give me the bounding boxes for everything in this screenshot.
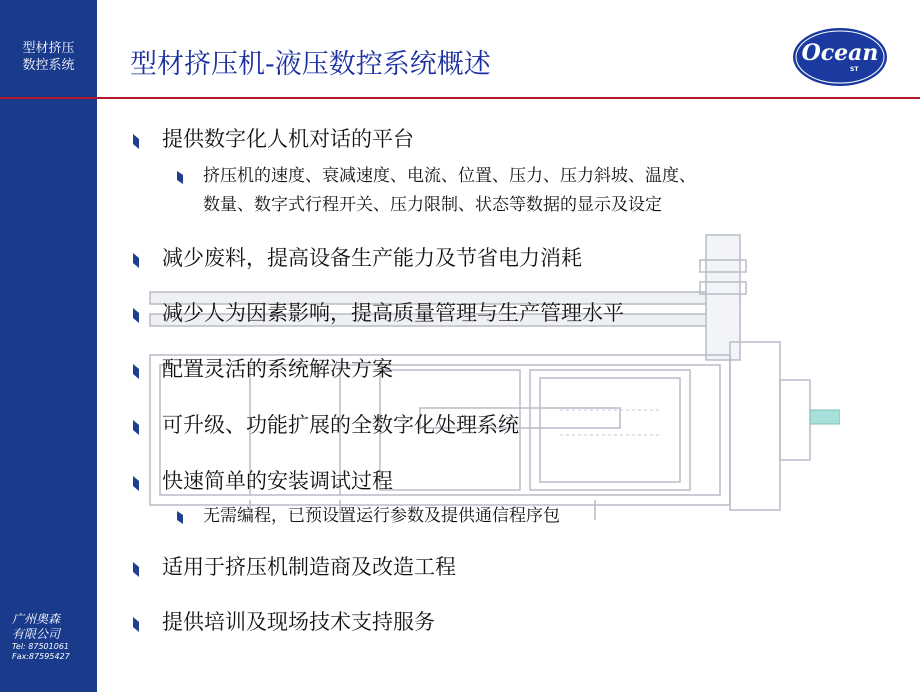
list-item: 无需编程，已预设置运行参数及提供通信程序包 (203, 506, 560, 526)
bullet-icon (132, 420, 140, 435)
bullet-icon (132, 364, 140, 379)
bullet-icon (132, 308, 140, 323)
list-item: 可升级、功能扩展的全数字化处理系统 (162, 413, 519, 437)
sidebar-label-line2: 数控系统 (22, 58, 75, 73)
list-item: 减少废料，提高设备生产能力及节省电力消耗 (162, 246, 582, 270)
sidebar (0, 0, 97, 692)
page-title: 型材挤压机-液压数控系统概述 (130, 49, 491, 80)
ocean-logo (792, 26, 888, 88)
bullet-icon (132, 134, 140, 149)
header-rule (0, 97, 920, 99)
list-item: 挤压机的速度、衰减速度、电流、位置、压力、压力斜坡、温度、 (203, 166, 696, 186)
sidebar-section-label (0, 40, 97, 74)
list-item: 提供数字化人机对话的平台 (162, 127, 414, 151)
logo-text: Ocean (801, 40, 879, 66)
bullet-icon (132, 617, 140, 632)
sidebar-label-line1: 型材挤压 (22, 41, 75, 56)
list-item: 适用于挤压机制造商及改造工程 (162, 555, 456, 579)
list-item: 快速简单的安装调试过程 (162, 469, 393, 493)
list-item: 减少人为因素影响，提高质量管理与生产管理水平 (162, 301, 624, 325)
bullet-icon (132, 476, 140, 491)
bullet-icon (176, 511, 184, 524)
bullet-icon (132, 562, 140, 577)
company-name-line2: 有限公司 (12, 627, 61, 641)
bullet-icon (176, 171, 184, 184)
company-fax: Fax:87595427 (12, 652, 70, 661)
bullet-icon (132, 253, 140, 268)
company-info (12, 612, 92, 662)
company-name-line1: 广州奥森 (12, 612, 61, 626)
list-item-continuation: 数量、数字式行程开关、压力限制、状态等数据的显示及设定 (203, 195, 662, 215)
company-tel: Tel: 87501061 (12, 642, 69, 651)
list-item: 提供培训及现场技术支持服务 (162, 610, 435, 634)
logo-subtext: ST (850, 66, 859, 73)
list-item: 配置灵活的系统解决方案 (162, 357, 393, 381)
